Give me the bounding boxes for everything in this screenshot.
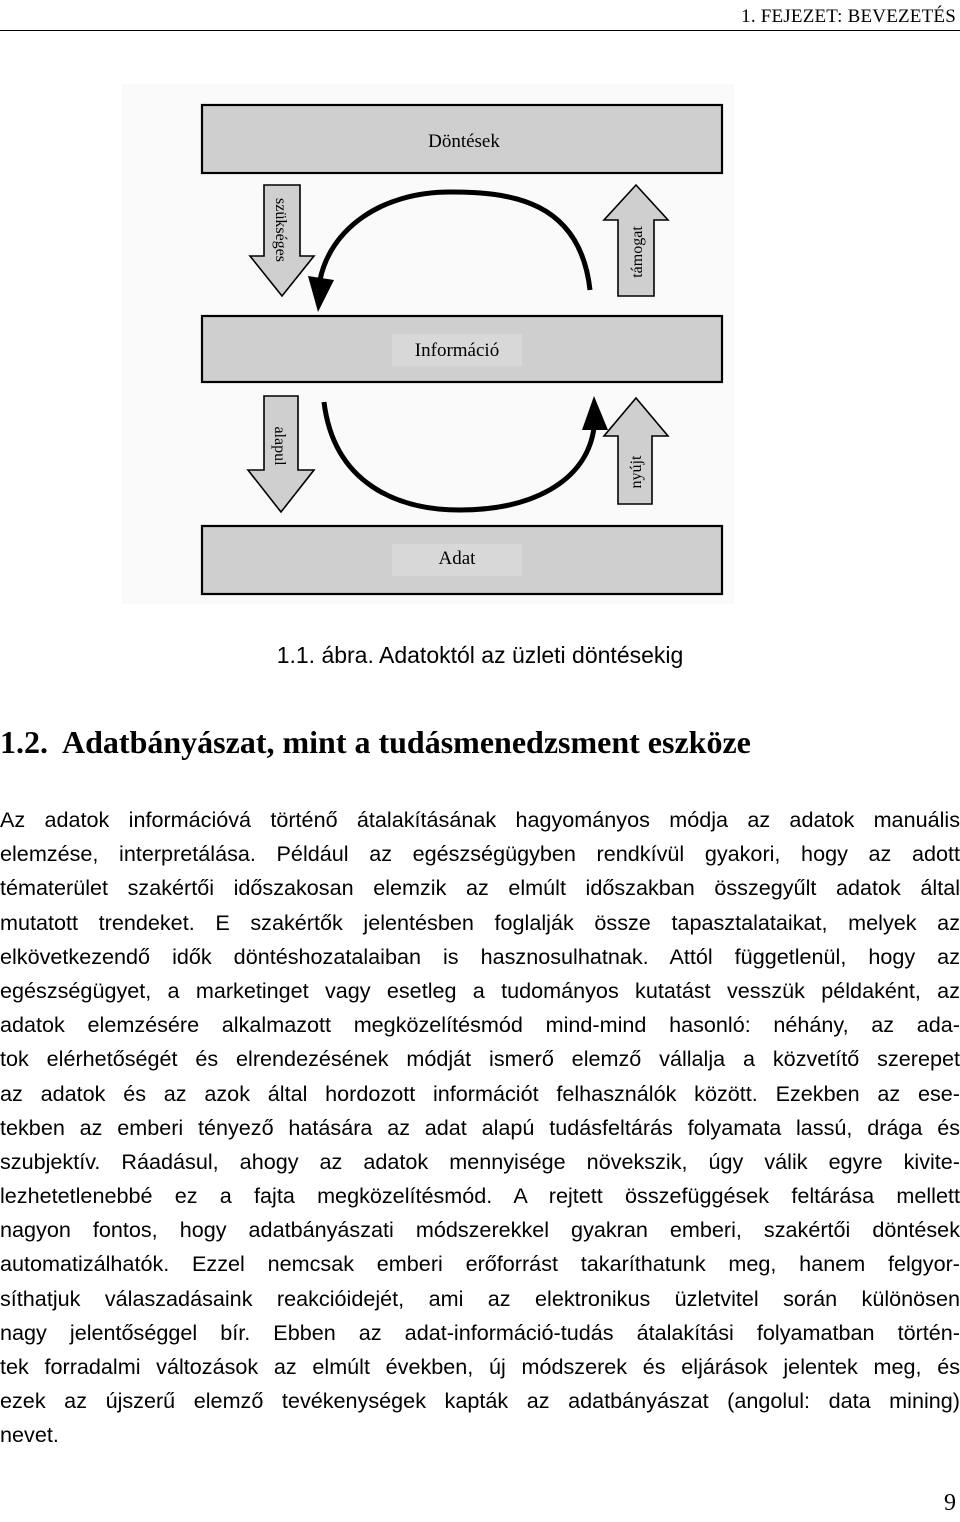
arrow-upper-right-label: támogat bbox=[629, 226, 646, 278]
body-paragraph bbox=[0, 803, 960, 1453]
figure-caption-number: 1.1. ábra. bbox=[276, 642, 374, 668]
arrow-lower-right-label: nyújt bbox=[628, 455, 645, 489]
paragraph-line: tekben az emberi tényező hatására az adat alapú tudásfeltárás folyamata lassú, drága és bbox=[0, 1114, 960, 1140]
figure-diagram bbox=[118, 80, 738, 620]
figure-caption bbox=[0, 642, 960, 669]
paragraph-line: egészségügyet, a marketinget vagy esetleg a tudományos kutatást vesszük példaként, az bbox=[0, 977, 960, 1003]
paragraph-line: elemzése, interpretálása. Például az egészségügyben rendkívül gyakori, hogy az adott bbox=[0, 841, 960, 867]
paragraph-line: nagyon fontos, hogy adatbányászati módszerekkel gyakran emberi, szakértői döntések bbox=[0, 1217, 960, 1243]
page-number: 9 bbox=[944, 1490, 956, 1516]
box-data-label: Adat bbox=[438, 548, 476, 569]
figure-data-to-decisions bbox=[118, 80, 738, 620]
section-number: 1.2. bbox=[0, 724, 48, 760]
header-rule bbox=[0, 30, 960, 31]
paragraph-line: tek forradalmi változások az elmúlt években, új módszerek és eljárások jelentek meg, és bbox=[0, 1354, 960, 1379]
paragraph-line: adatok elemzésére alkalmazott megközelítésmód mind-mind hasonló: néhány, az ada- bbox=[0, 1012, 960, 1038]
arrow-lower-left-label: alapul bbox=[271, 426, 288, 466]
paragraph-line: síthatjuk válaszadásaink reakcióidejét, ami az elektronikus üzletvitel során különösen bbox=[0, 1285, 960, 1311]
paragraph-line: automatizálhatók. Ezzel nemcsak emberi erőforrást takaríthatunk meg, hanem felgyor- bbox=[0, 1251, 960, 1277]
section-heading bbox=[0, 724, 751, 761]
running-header: 1. FEJEZET: BEVEZETÉS bbox=[741, 6, 956, 27]
paragraph-line: tématerület szakértői időszakosan elemzik az elmúlt időszakban összegyűlt adatok által bbox=[0, 875, 960, 901]
section-title: Adatbányászat, mint a tudásmenedzsment eszköze bbox=[62, 724, 751, 760]
paragraph-line: tok elérhetőségét és elrendezésének módját ismerő elemző vállalja a közvetítő szerepet bbox=[0, 1046, 960, 1072]
box-decisions-label: Döntések bbox=[428, 131, 500, 152]
paragraph-line: nagy jelentőséggel bír. Ebben az adat-információ-tudás átalakítási folyamatban történ- bbox=[0, 1319, 960, 1345]
paragraph-line: az adatok és az azok által hordozott információt felhasználók között. Ezekben az ese- bbox=[0, 1080, 960, 1106]
paragraph-line-last: nevet. bbox=[0, 1422, 59, 1448]
paragraph-line: szubjektív. Ráadásul, ahogy az adatok mennyisége növekszik, úgy válik egyre kivite- bbox=[0, 1148, 960, 1174]
paragraph-line: ezek az újszerű elemző tevékenységek kapták az adatbányászat (angolul: data mining) bbox=[0, 1388, 960, 1414]
paragraph-line: Az adatok információvá történő átalakításának hagyományos módja az adatok manuális bbox=[0, 807, 960, 832]
paragraph-line: mutatott trendeket. E szakértők jelentésben foglalják össze tapasztalataikat, melyek az bbox=[0, 909, 960, 935]
paragraph-line: elkövetkezendő idők döntéshozatalaiban is hasznosulhatnak. Attól függetlenül, hogy az bbox=[0, 943, 960, 969]
paragraph-line: lezhetetlenebbé ez a fajta megközelítésmód. A rejtett összefüggések feltárása mellett bbox=[0, 1183, 960, 1209]
figure-caption-text: Adatoktól az üzleti döntésekig bbox=[379, 642, 684, 668]
arrow-upper-left-label: szükséges bbox=[272, 198, 289, 262]
box-information-label: Információ bbox=[414, 340, 500, 361]
